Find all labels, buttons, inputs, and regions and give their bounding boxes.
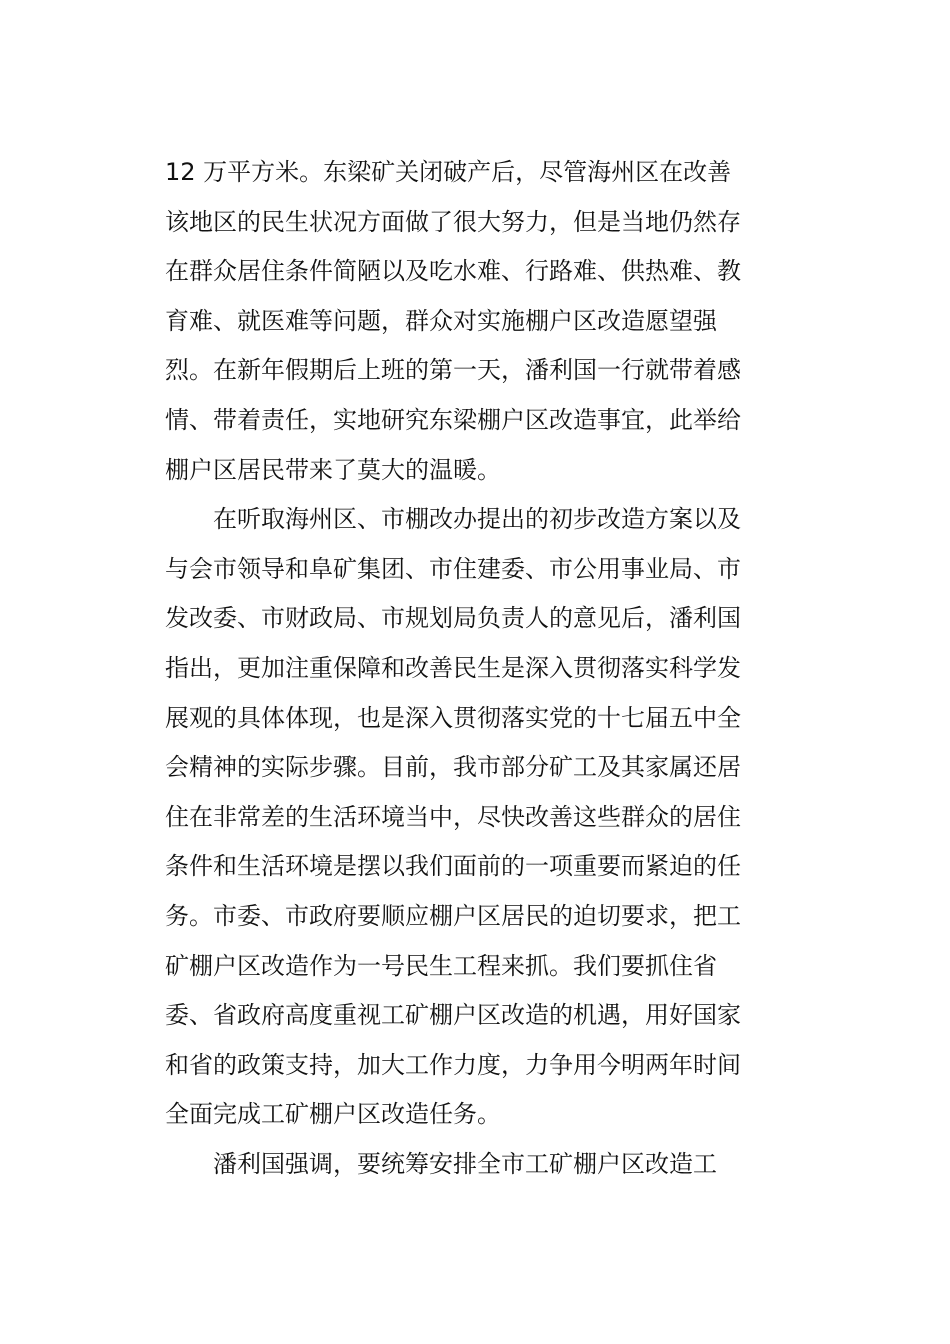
text-line: 矿棚户区改造作为一号民生工程来抓。我们要抓住省	[165, 951, 717, 980]
text-line: 该地区的民生状况方面做了很大努力，但是当地仍然存	[165, 207, 741, 236]
text-line: 在群众居住条件简陋以及吃水难、行路难、供热难、教	[165, 257, 741, 286]
text-line: 指出，更加注重保障和改善民生是深入贯彻落实科学发	[165, 653, 741, 682]
text-line: 全面完成工矿棚户区改造任务。	[165, 1100, 501, 1129]
text-line: 与会市领导和阜矿集团、市住建委、市公用事业局、市	[165, 554, 741, 583]
text-line: 委、省政府高度重视工矿棚户区改造的机遇，用好国家	[165, 1001, 741, 1030]
text-line: 情、带着责任，实地研究东梁棚户区改造事宜，此举给	[165, 405, 741, 434]
text-line: 育难、就医难等问题，群众对实施棚户区改造愿望强	[165, 306, 717, 335]
text-line: 务。市委、市政府要顺应棚户区居民的迫切要求，把工	[165, 901, 741, 930]
text-line: 展观的具体体现，也是深入贯彻落实党的十七届五中全	[165, 703, 741, 732]
text-line: 发改委、市财政局、市规划局负责人的意见后，潘利国	[165, 604, 741, 633]
text-line: 12 万平方米。东梁矿关闭破产后，尽管海州区在改善	[165, 158, 732, 186]
text-line: 棚户区居民带来了莫大的温暖。	[165, 455, 501, 484]
text-line: 会精神的实际步骤。目前，我市部分矿工及其家属还居	[165, 753, 741, 782]
text-line: 烈。在新年假期后上班的第一天，潘利国一行就带着感	[165, 356, 741, 385]
text-line: 潘利国强调，要统筹安排全市工矿棚户区改造工	[213, 1149, 717, 1178]
document-body	[165, 148, 790, 1189]
text-line: 条件和生活环境是摆以我们面前的一项重要而紧迫的任	[165, 852, 741, 881]
text-line: 在听取海州区、市棚改办提出的初步改造方案以及	[213, 505, 741, 534]
text-line: 和省的政策支持，加大工作力度，力争用今明两年时间	[165, 1050, 741, 1079]
text-line: 住在非常差的生活环境当中，尽快改善这些群众的居住	[165, 802, 741, 831]
